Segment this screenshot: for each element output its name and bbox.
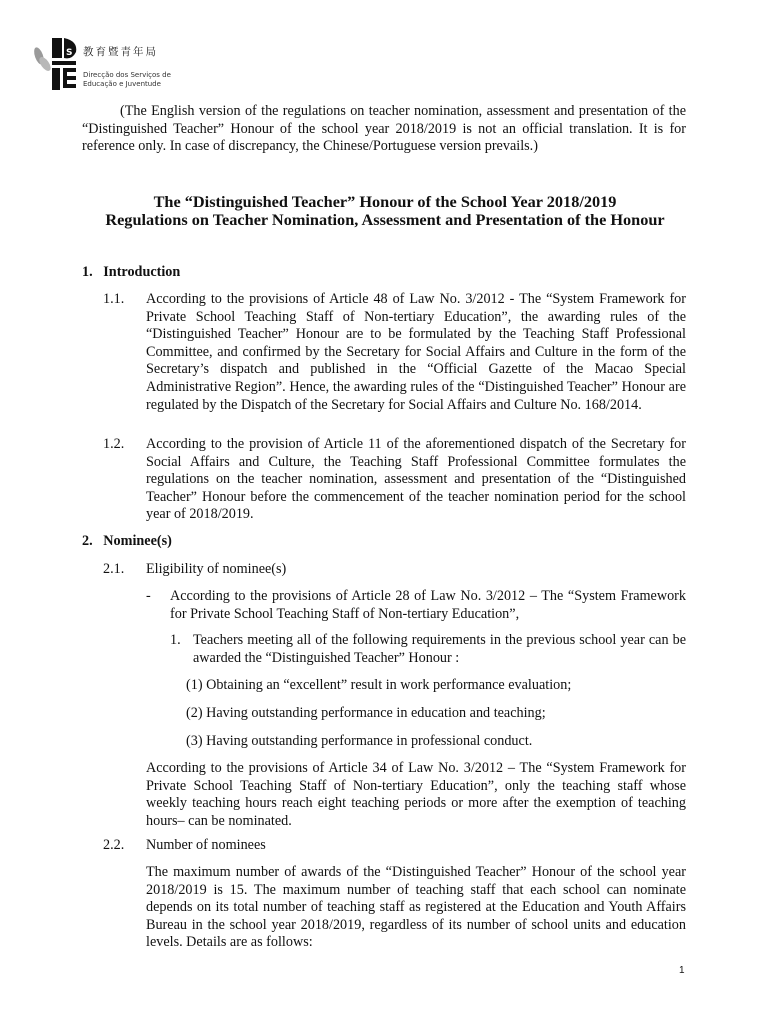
org-name-portuguese-line1: Direcção dos Serviços de [83, 71, 171, 79]
requirement-3: (3) Having outstanding performance in professional conduct. [186, 733, 533, 749]
dsej-emblem-icon [30, 34, 82, 94]
clause-number: 2.2. [103, 837, 125, 853]
org-name-chinese: 教育暨青年局 [83, 46, 158, 58]
document-title-line2: Regulations on Teacher Nomination, Assessment and Presentation of the Honour [105, 210, 665, 229]
dsej-logo [30, 34, 200, 94]
item-text: Teachers meeting all of the following requirements in the previous school year can be awarded the “Distinguished Teacher” Honour : [193, 632, 686, 666]
page-number: 1 [679, 965, 685, 976]
section-title: Nominee(s) [103, 533, 172, 549]
section-title: Introduction [103, 264, 181, 280]
document-title-line1: The “Distinguished Teacher” Honour of the School Year 2018/2019 [153, 192, 617, 211]
clause-text: The maximum number of awards of the “Distinguished Teacher” Honour of the school year 2018/2019 is 15. The maximum number of teaching staff that each school can nominate depends on its total number of teaching staff as registered at the Education and Youth Affairs Bureau in the school year 2018/2019, regardless of its number of school units and education levels. Details are as follows: [146, 864, 686, 951]
requirement-1: (1) Obtaining an “excellent” result in work performance evaluation; [186, 677, 572, 693]
clause-heading: Number of nominees [146, 837, 266, 853]
dash-bullet: - [146, 588, 151, 604]
article-34-text: According to the provisions of Article 34 of Law No. 3/2012 – The “System Framework for Private School Teaching Staff of Non-tertiary Education”, only the teaching staff whose weekly teaching hours reach eight teaching periods or more after the exemption of teaching hours– can be nominated. [146, 760, 686, 829]
translation-disclaimer: (The English version of the regulations on teacher nomination, assessment and presentation of the “Distinguished Teacher” Honour of the school year 2018/2019 is not an official translation. It is for reference only. In case of discrepancy, the Chinese/Portuguese version prevails.) [82, 103, 686, 155]
svg-text:S: S [66, 48, 73, 58]
dash-item-text: According to the provisions of Article 28 of Law No. 3/2012 – The “System Framework for Private School Teaching Staff of Non-tertiary Education”, [170, 588, 686, 622]
clause-text: According to the provision of Article 11 of the aforementioned dispatch of the Secretary for Social Affairs and Culture, the Teaching Staff Professional Committee formulates the regulations on the teacher nomination, assessment and presentation of the “Distinguished Teacher” Honour before the commencement of the teacher nomination period for the school year of 2018/2019. [146, 436, 686, 523]
section-number: 2. [82, 533, 93, 549]
item-number: 1. [170, 632, 181, 648]
clause-number: 1.2. [103, 436, 125, 452]
clause-heading: Eligibility of nominee(s) [146, 561, 287, 577]
org-name-portuguese-line2: Educação e Juventude [83, 80, 161, 88]
section-1-heading [82, 264, 180, 281]
requirement-2: (2) Having outstanding performance in education and teaching; [186, 705, 546, 721]
clause-number: 1.1. [103, 291, 125, 307]
section-number: 1. [82, 264, 93, 280]
section-2-heading [82, 533, 172, 550]
clause-text: According to the provisions of Article 48 of Law No. 3/2012 - The “System Framework for Private School Teaching Staff of Non-tertiary Education”, the awarding rules of the “Distinguished Teacher” Honour are to be formulated by the Teaching Staff Professional Committee, and confirmed by the Secretary for Social Affairs and Culture in the form of the Secretary’s dispatch and published in the “Official Gazette of the Macao Special Administrative Region”. Hence, the awarding rules of the “Distinguished Teacher” Honour are regulated by the Dispatch of the Secretary for Social Affairs and Culture No. 168/2014. [146, 291, 686, 413]
clause-number: 2.1. [103, 561, 125, 577]
